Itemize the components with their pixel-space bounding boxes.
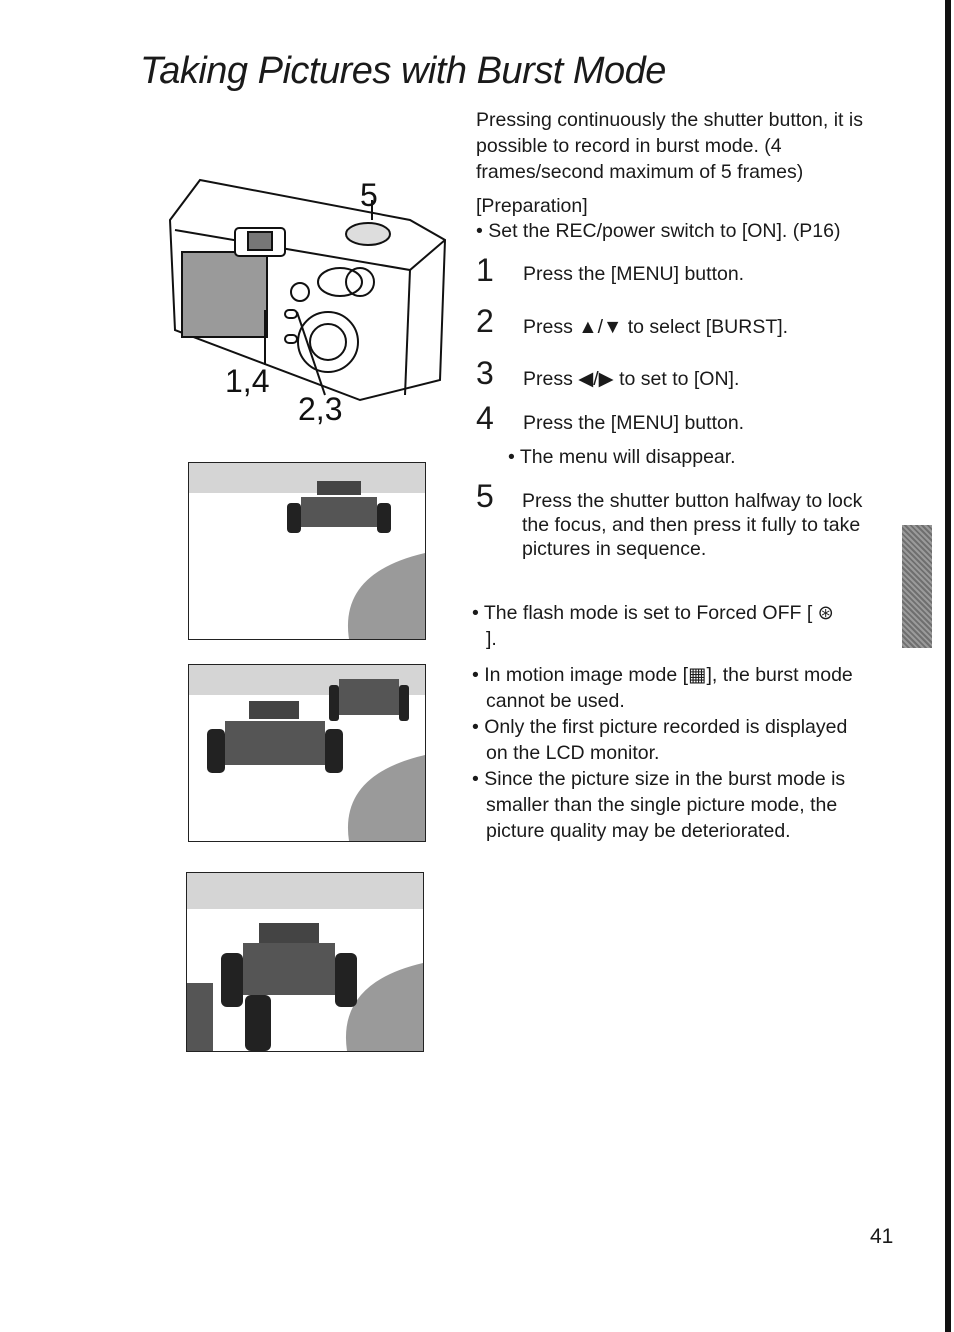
note-2: • In motion image mode [▦], the burst mode cannot be used. bbox=[472, 664, 853, 712]
camera-illustration bbox=[160, 160, 460, 440]
preparation-bullet: • Set the REC/power switch to [ON]. (P16) bbox=[476, 220, 841, 242]
page-edge-bar bbox=[945, 0, 951, 1332]
step-1-text: Press the [MENU] button. bbox=[523, 263, 745, 285]
callout-right: 2,3 bbox=[298, 391, 343, 427]
callout-top: 5 bbox=[360, 177, 378, 213]
note-3: • Only the first picture recorded is displayed on the LCD monitor. bbox=[472, 716, 848, 764]
step-2-text: Press ▲/▼ to select [BURST]. bbox=[523, 316, 789, 338]
step-4-text: Press the [MENU] button. bbox=[523, 412, 745, 434]
step-3-number: 3 bbox=[476, 355, 494, 391]
burst-frame-1 bbox=[188, 462, 426, 640]
burst-frame-2 bbox=[188, 664, 426, 842]
note-1: • The flash mode is set to Forced OFF [ ⊛ ]. bbox=[472, 602, 835, 650]
intro-paragraph: Pressing continuously the shutter button, it is possible to record in burst mode. (4 frames/second maximum of 5 frames) bbox=[476, 109, 863, 183]
page-number: 41 bbox=[870, 1225, 894, 1248]
page-title: Taking Pictures with Burst Mode bbox=[140, 50, 666, 92]
callout-left: 1,4 bbox=[225, 363, 270, 399]
preparation-heading: [Preparation] bbox=[476, 195, 588, 217]
step-2-number: 2 bbox=[476, 303, 494, 339]
notes-list bbox=[472, 600, 872, 844]
step-5-number: 5 bbox=[476, 478, 494, 514]
section-tab-marker bbox=[902, 525, 932, 648]
burst-frame-3 bbox=[186, 872, 424, 1052]
step-4-number: 4 bbox=[476, 400, 494, 436]
note-4: • Since the picture size in the burst mode is smaller than the single picture mode, the picture quality may be deteriorated. bbox=[472, 768, 846, 842]
step-1-number: 1 bbox=[476, 252, 494, 288]
step-4-sub: • The menu will disappear. bbox=[508, 446, 736, 468]
step-3-text: Press ◀/▶ to set to [ON]. bbox=[523, 368, 740, 390]
preparation-block bbox=[476, 194, 896, 244]
step-5-text: Press the shutter button halfway to lock the focus, and then press it fully to take pictures in sequence. bbox=[522, 490, 863, 560]
